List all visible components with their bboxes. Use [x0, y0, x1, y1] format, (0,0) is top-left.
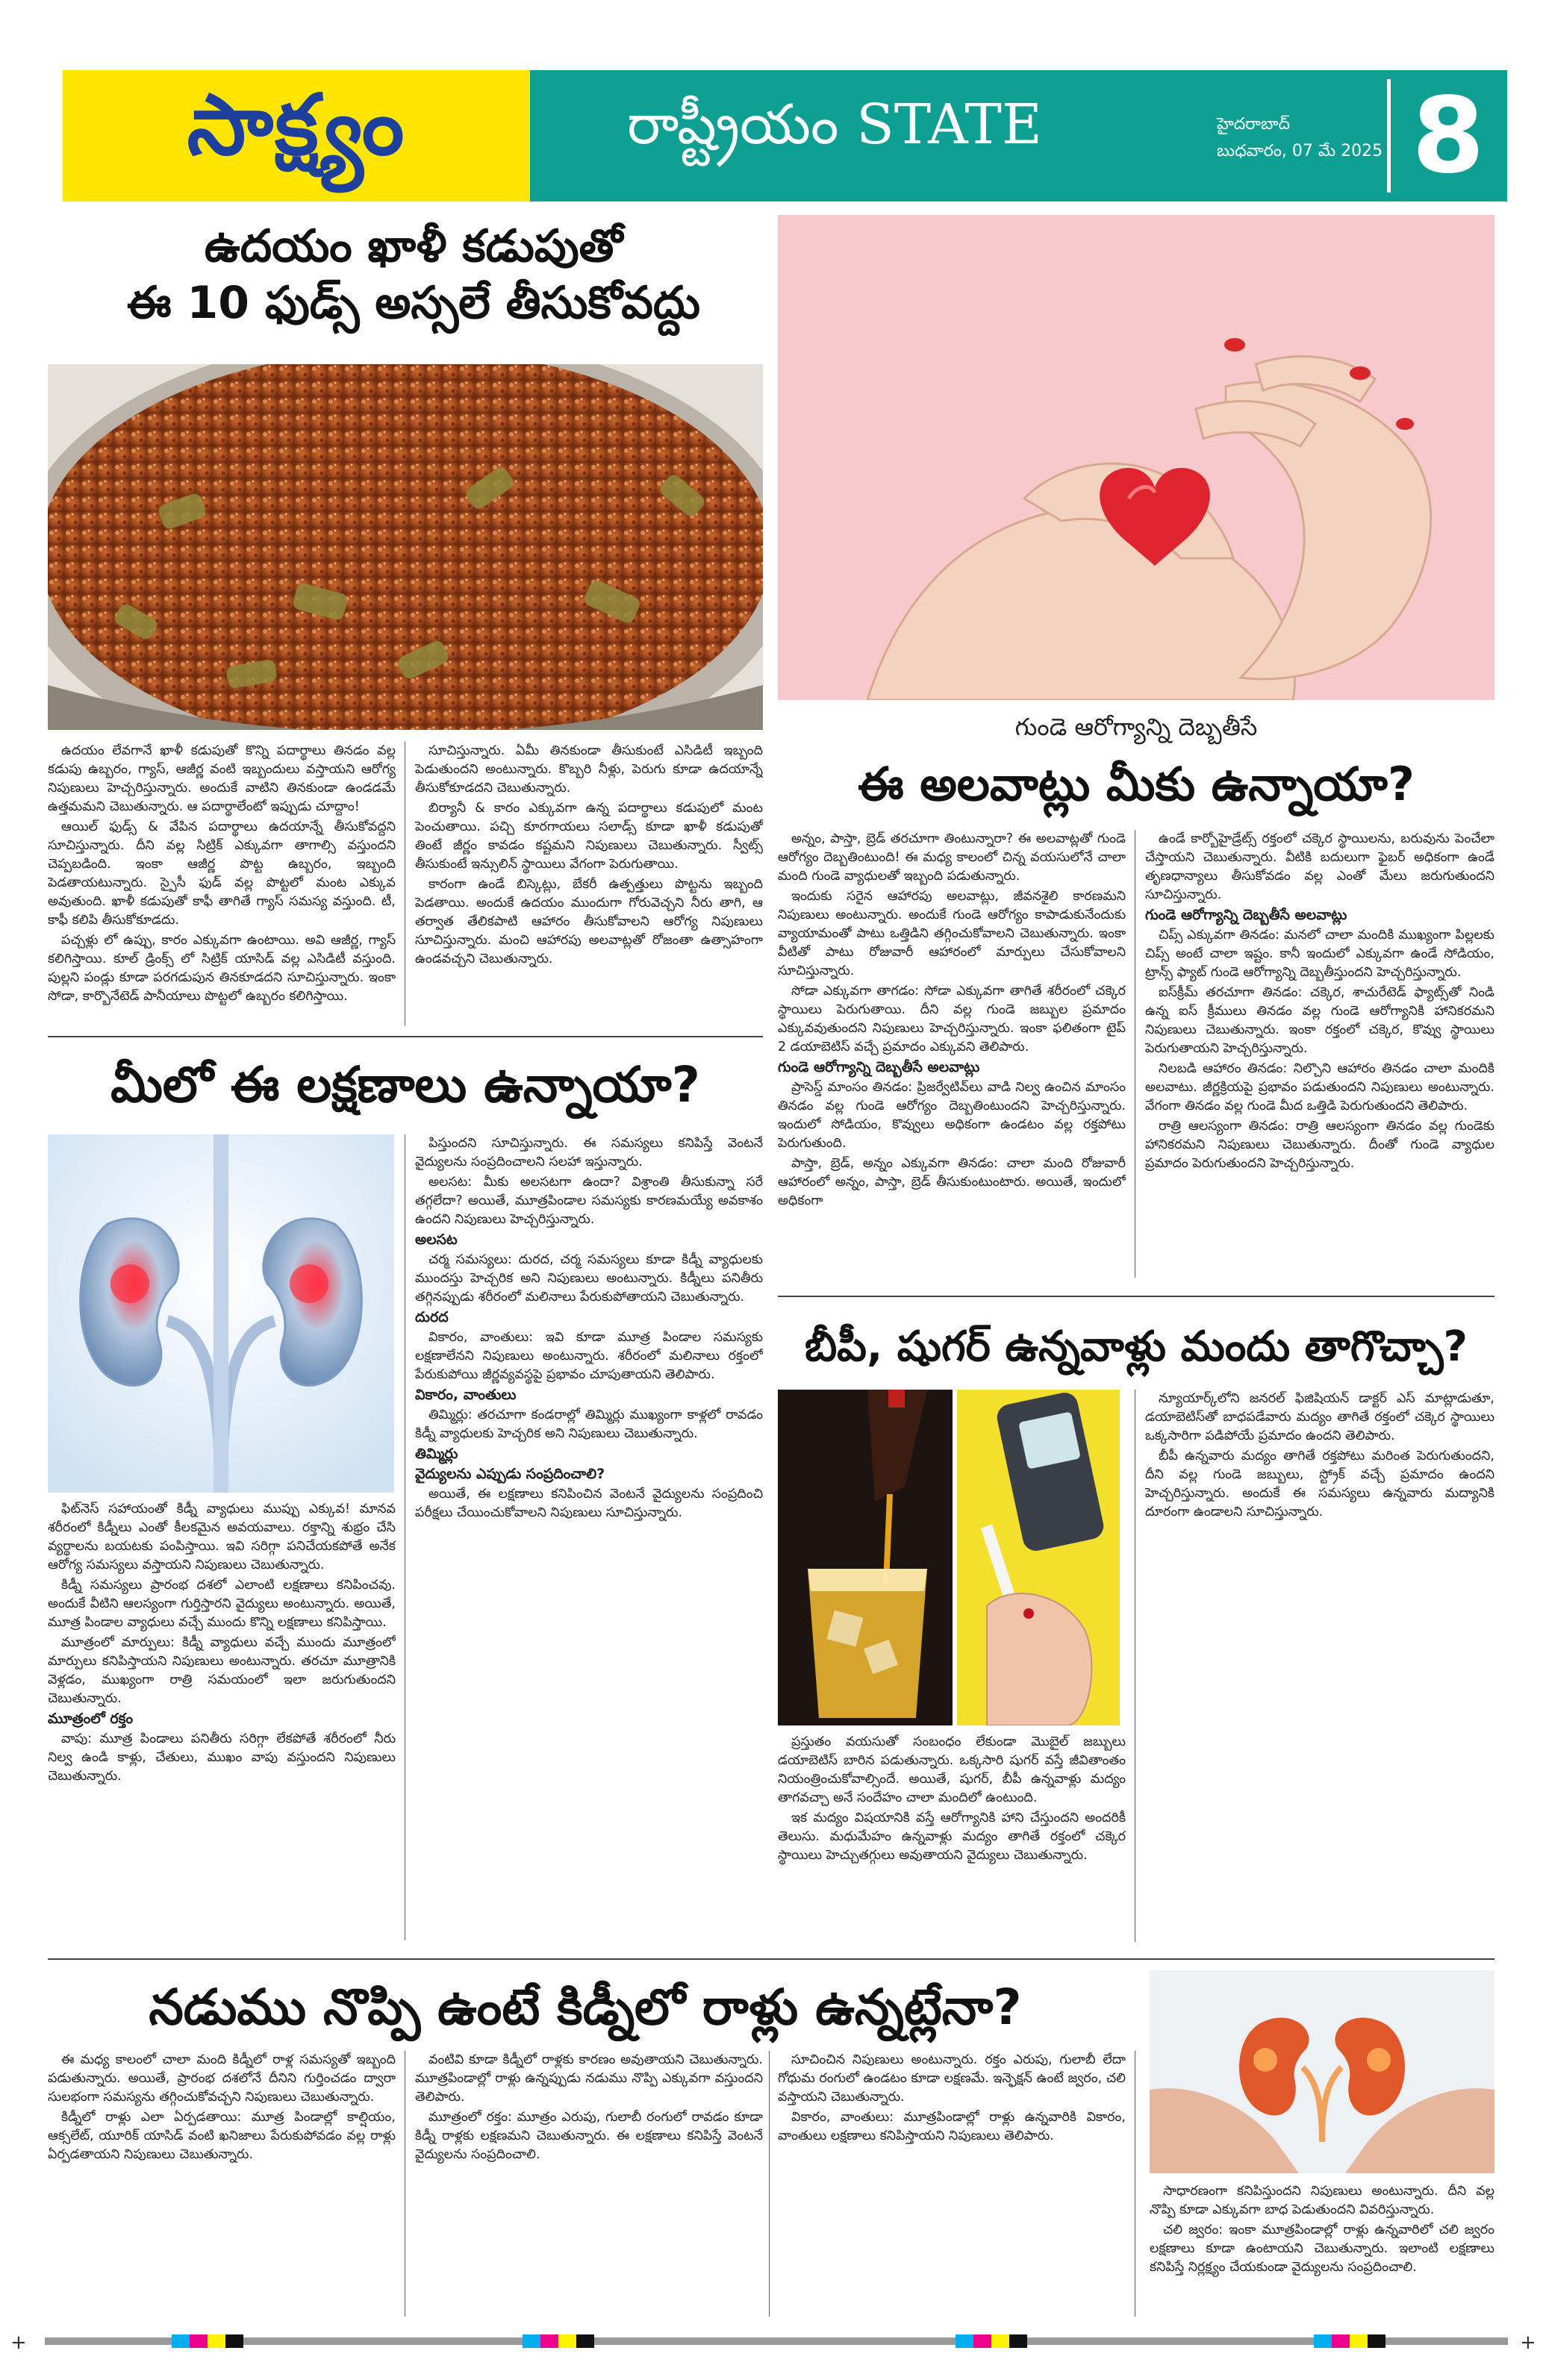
- cyan-swatch: [1314, 2334, 1332, 2348]
- article1-headline[interactable]: [63, 218, 764, 331]
- article3-col2-para: పిస్తుందని సూచిస్తున్నారు. ఈ సమస్యలు కనిపిస్తే వెంటనే వైద్యులను సంప్రదించాలని సలహా ఇస్తున్నారు.: [415, 1136, 763, 1169]
- article5-col3-para: వికారం, వాంతులు: మూత్రపిండాల్లో రాళ్లు ఉన్నవారికి వికారం, వాంతులు లక్షణాలు కనిపిస్తాయని నిపుణులు తెలిపారు.: [778, 2110, 1126, 2143]
- page-number-divider: [1387, 79, 1391, 193]
- article1-column-2: [415, 742, 763, 1033]
- article2-col1-para: అన్నం, పాస్తా, బ్రెడ్ తరచూగా తింటున్నారా? ఈ అలవాట్లతో గుండె ఆరోగ్యం దెబ్బతింటుంది! ఈ మధ్య కాలంలో చిన్న వయసులోనే చాలా మంది గుండె వ్యాధులతో ఇబ్బంది పడుతున్నారు.: [778, 831, 1126, 884]
- article4-col2-para: న్యూయార్క్‌లోని జనరల్ ఫిజిషియన్ డాక్టర్ ఎస్ మాట్లాడుతూ, డయాబెటిస్‌తో బాధపడేవారు మద్యం తాగితే రక్తంలో చక్కెర స్థాయిలు ఒక్కసారిగా పడిపోయే ప్రమాదం ఉందని తెలిపారు.: [1145, 1391, 1494, 1443]
- article2-column-1: [778, 830, 1126, 1287]
- black-swatch: [1009, 2334, 1027, 2348]
- article3-subhead: తిమ్మిర్లు: [415, 1446, 458, 1462]
- article5-col1-para: ఈ మధ్య కాలంలో చాలా మంది కిడ్నీలో రాళ్ల సమస్యతో ఇబ్బంది పడుతున్నారు. అయితే, ప్రారంభ దశలోనే దీనిని గుర్తించడం ద్వారా సులభంగా సమస్యను తగ్గించుకోవచ్చని నిపుణులు చెబుతున్నారు.: [48, 2052, 396, 2105]
- article3-headline[interactable]: మీలో ఈ లక్షణాలు ఉన్నాయా?: [110, 1056, 700, 1114]
- article3-subhead: అలసట: [415, 1231, 458, 1248]
- article2-col2-para: చిప్స్ ఎక్కువగా తినడం: మనలో చాలా మందికి ముఖ్యంగా పిల్లలకు చిప్స్ అంటే చాలా ఇష్టం. కానీ ఇందులో ఎక్కువగా ఉండే సోడియం, ట్రాన్స్ ఫ్యాట్ గుండె ఆరోగ్యాన్ని దెబ్బతీస్తుందని హెచ్చరిస్తున్నారు.: [1145, 928, 1494, 980]
- pickle-bowl-image: [48, 364, 763, 730]
- article5-column-4: [1150, 2182, 1494, 2321]
- cyan-swatch: [523, 2334, 540, 2348]
- article3-subhead: వైద్యులను ఎప్పుడు సంప్రదించాలి?: [415, 1466, 605, 1482]
- article1-col2-para: సూచిస్తున్నారు. ఏమీ తినకుండా తీసుకుంటే ఎసిడిటీ ఇబ్బంది పెడుతుందని అంటున్నారు. కొబ్బరి నీళ్లు, పెరుగు కూడా ఉదయాన్నే తీసుకోకూడదని చెబుతున్నారు.: [415, 743, 763, 796]
- article2-headline[interactable]: ఈ అలవాట్లు మీకు ఉన్నాయా?: [858, 757, 1415, 811]
- article3-col2-para: అయితే, ఈ లక్షణాలు కనిపించిన వెంటనే వైద్యులను సంప్రదించి పరీక్షలు చేయించుకోవాలని నిపుణులు సూచిస్తున్నారు.: [415, 1487, 763, 1520]
- article2-col1-para: సోడా ఎక్కువగా తాగడం: సోడా ఎక్కువగా తాగితే శరీరంలో చక్కెర స్థాయిలు పెరుగుతాయి. దీని వల్ల గుండె జబ్బుల ప్రమాదం ఎక్కువవుతుందని నిపుణులు హెచ్చరిస్తున్నారు. ఇంకా ఫలితంగా టైప్ 2 డయాబెటిస్ వచ్చే ప్రమాదం ఎక్కువని తెలిపారు.: [778, 984, 1126, 1055]
- section-banner: [530, 70, 1507, 202]
- article3-col1-para: ఫిట్‌నెస్ సహాయంతో కిడ్నీ వ్యాధులు ముప్పు ఎక్కువ! మానవ శరీరంలో కిడ్నీలు ఎంతో కీలకమైన అవయవాలు. రక్తాన్ని శుభ్రం చేసి వ్యర్థాలను బయటకు పంపిస్తాయి. ఇవి సరిగ్గా పనిచేయకపోతే అనేక ఆరోగ్య సమస్యలు వస్తాయని నిపుణులు చెబుతున్నారు.: [48, 1502, 396, 1572]
- section-divider: [48, 1958, 1494, 1960]
- glucose-meter-illustration: [957, 1390, 1120, 1725]
- black-swatch: [576, 2334, 594, 2348]
- dateline-date: బుధవారం, 07 మే 2025: [1217, 142, 1383, 160]
- article5-col2-para: వంటివి కూడా కిడ్నీలో రాళ్లకు కారణం అవుతాయని చెబుతున్నారు. మూత్రపిండాల్లో రాళ్లు ఉన్నప్పుడు నడుము నొప్పి ఎక్కువగా వస్తుందని తెలిపారు.: [415, 2052, 763, 2105]
- magenta-swatch: [540, 2334, 558, 2348]
- article2-column-2: [1145, 830, 1494, 1287]
- article4-column-2: [1145, 1390, 1494, 1948]
- registration-strip: [45, 2337, 1508, 2345]
- article3-col2-para: చర్మ సమస్యలు: దురద, చర్మ సమస్యలు కూడా కిడ్నీ వ్యాధులకు ముందస్తు హెచ్చరిక అని నిపుణులు అంటున్నారు. కిడ్నీలు పనితీరు తగ్గినప్పుడు శరీరంలో మలినాలు పేరుకుపోతాయని చెబుతున్నారు.: [415, 1252, 763, 1305]
- yellow-swatch: [208, 2334, 225, 2348]
- section-divider: [778, 1296, 1494, 1297]
- article1-col1-para: ఆయిల్ ఫుడ్స్ & వేపిన పదార్థాలు ఉదయాన్నే తీసుకోవద్దని సూచిస్తున్నారు. దీని వల్ల సిట్రిక్ ఎక్కువగా తాగాల్సి వస్తుందని చెప్పబడింది. ఇంకా ఆజీర్ణ పొట్ట ఉబ్బరం, ఇబ్బంది పెడతాయటున్నారు. స్పైసీ ఫుడ్ వల్ల పొట్టలో మంట ఎక్కువ అవుతుంది. ఖాళీ కడుపుతో కాఫీ తాగితే గ్యాస్ సమస్య వస్తుంది. టీ, కాఫీ కలిపి తీసుకోకూడదు.: [48, 819, 396, 928]
- masthead: [63, 70, 1507, 202]
- newspaper-logo[interactable]: సాక్ష్యం: [187, 77, 406, 174]
- article3-col2-para: అలసట: మీకు అలసటగా ఉందా? విశ్రాంతి తీసుకున్నా సరే తగ్గలేదా? అయితే, మూత్రపిండాల సమస్యకు కారణమయ్యే అవకాశం ఉందని నిపుణులు హెచ్చరిస్తున్నారు.: [415, 1175, 763, 1227]
- pouring-drink-image: [778, 1390, 953, 1725]
- article5-column-1: [48, 2051, 396, 2321]
- yellow-swatch: [558, 2334, 576, 2348]
- article1-col2-para: బిర్యానీ & కారం ఎక్కువగా ఉన్న పదార్థాలు కడుపులో మంట పెంచుతాయి. పచ్చి కూరగాయలు సలాడ్స్ కూడా ఖాళీ కడుపుతో తింటే జీర్ణం కావడం కష్టమని నిపుణులు చెబుతున్నారు. స్వీట్స్ తీసుకుంటే ఇన్సులిన్ స్థాయిలు వేగంగా పెరుగుతాయి.: [415, 801, 763, 872]
- article1-headline-line2: ఈ 10 ఫుడ్స్ అస్సలే తీసుకోవద్దు: [126, 277, 701, 329]
- hands-heart-illustration: [778, 215, 1494, 700]
- registration-mark-icon: +: [1520, 2331, 1536, 2354]
- column-divider: [769, 2051, 770, 2317]
- glucose-meter-image: [957, 1390, 1120, 1725]
- cyan-swatch: [956, 2334, 973, 2348]
- article1-col1-para: ఉదయం లేవగానే ఖాళీ కడుపుతో కొన్ని పదార్థాలు తినడం వల్ల కడుపు ఉబ్బరం, గ్యాస్, ఆజీర్ణ వంటి ఇబ్బందులు వస్తాయని ఆరోగ్య నిపుణులు హెచ్చరిస్తున్నారు. అందుకే వాటిని తినకుండా ఉండడమే ఉత్తమమని చెబుతున్నారు. ఆ పదార్థాలేంటో ఇప్పుడు చూద్దాం!: [48, 743, 396, 814]
- article2-col2-para: ఉండే కార్బోహైడ్రేట్స్ రక్తంలో చక్కెర స్థాయిలను, బరువును పెంచేలా చేస్తాయని చెబుతున్నారు. వీటికి బదులుగా ఫైబర్ అధికంగా ఉండే తృణధాన్యాలు తీసుకోవడం వల్ల ఎంతో మేలు జరుగుతుందని సూచిస్తున్నారు.: [1145, 831, 1494, 902]
- magenta-swatch: [1332, 2334, 1350, 2348]
- article3-column-2: [415, 1134, 763, 1948]
- article5-col4-para: చలి జ్వరం: ఇంకా మూత్రపిండాల్లో రాళ్లు ఉన్నవారిలో చలి జ్వరం లక్షణాలు కూడా ఉంటాయని చెబుతున్నారు. ఇలాంటి లక్షణాలు కనిపిస్తే నిర్లక్ష్యం చేయకుండా వైద్యులను సంప్రదించాలి.: [1150, 2223, 1494, 2275]
- magenta-swatch: [190, 2334, 208, 2348]
- kidneys-illustration-image: [48, 1134, 394, 1493]
- kidneys-illustration: [48, 1134, 394, 1493]
- section-title: రాష్ట్రీయం STATE: [627, 93, 1042, 157]
- article3-column-1: [48, 1500, 396, 1948]
- article3-subhead: దురద: [415, 1309, 449, 1325]
- article2-subhead: గుండె ఆరోగ్యాన్ని దెబ్బతీసే అలవాట్లు: [1145, 907, 1347, 923]
- article1-col2-para: కారంగా ఉండే బిస్కెట్లు, బేకరీ ఉత్పత్తులు పొట్టను ఇబ్బంది పెడతాయి. అందుకే ఉదయం ముందుగా గోరువెచ్చని నీరు తాగి, ఆ తర్వాత తేలికపాటి ఆహారం తీసుకోవాలని ఆరోగ్య నిపుణులు సూచిస్తున్నారు. మంచి ఆహారపు అలవాట్లతో రోజంతా ఉత్సాహంగా ఉండవచ్చని చెబుతున్నారు.: [415, 877, 763, 966]
- magenta-swatch: [973, 2334, 991, 2348]
- logo-box: [63, 70, 530, 202]
- article2-col1-para: ఇందుకు సరైన ఆహారపు అలవాట్లు, జీవనశైలి కారణమని నిపుణులు అంటున్నారు. అందుకే గుండె ఆరోగ్యం కాపాడుకునేందుకు వ్యాయామంతో పాటు ఒత్తిడిని తగ్గించుకోవాలని చెబుతున్నారు. ఇంకా వీటితో పాటు రోజువారీ ఆహారంలో మార్పులు చేసుకోవాలని సూచిస్తున్నారు.: [778, 889, 1126, 978]
- article3-col1-para: వాపు: మూత్ర పిండాలు పనితీరు సరిగ్గా లేకపోతే శరీరంలో నీరు నిల్వ ఉండి కాళ్లు, చేతులు, ముఖం వాపు వస్తుందని నిపుణులు చెబుతున్నారు.: [48, 1731, 396, 1784]
- pouring-drink-illustration: [778, 1390, 953, 1725]
- article4-headline[interactable]: బీపీ, షుగర్ ఉన్నవాళ్లు మందు తాగొచ్చా?: [804, 1322, 1468, 1371]
- article2-kicker: గుండె ఆరోగ్యాన్ని దెబ్బతీసే: [1014, 713, 1258, 741]
- article4-col1-para: ఇక మద్యం విషయానికి వస్తే ఆరోగ్యానికి హాని చేస్తుందని అందరికీ తెలుసు. మధుమేహం ఉన్నవాళ్లు మద్యం తాగితే రక్తంలో చక్కెర స్థాయిలు హెచ్చుతగ్గులు అవుతాయని వైద్యులు చెబుతున్నారు.: [778, 1811, 1126, 1863]
- article3-subhead: వికారం, వాంతులు: [415, 1387, 517, 1403]
- article3-subhead: మూత్రంలో రక్తం: [48, 1711, 134, 1727]
- article5-column-3: [778, 2051, 1126, 2321]
- article3-col2-para: వికారం, వాంతులు: ఇవి కూడా మూత్ర పిండాల సమస్యకు లక్షణాలేనని నిపుణులు అంటున్నారు. శరీరంలో మలినాలు రక్తంలో పేరుకుపోయి జీర్ణవ్యవస్థపై ప్రభావం చూపుతాయని తెలిపారు.: [415, 1330, 763, 1382]
- article3-col1-para: కిడ్నీ సమస్యలు ప్రారంభ దశలో ఎలాంటి లక్షణాలు కనిపించవు. అందుకే వీటిని ఆలస్యంగా గుర్తిస్తారని వైద్యులు అంటున్నారు. అయితే, మూత్ర పిండాల వ్యాధులు వచ్చే ముందు కొన్ని లక్షణాలు కనిపిస్తాయి.: [48, 1578, 396, 1630]
- article5-headline[interactable]: నడుము నొప్పి ఉంటే కిడ్నీలో రాళ్లు ఉన్నట్లేనా?: [149, 1978, 1022, 2036]
- article4-column-1: [778, 1733, 1126, 1948]
- article1-col1-para: పచ్చళ్లు లో ఉప్పు, కారం ఎక్కువగా ఉంటాయి. అవి ఆజీర్ణ, గ్యాస్ కలిగిస్తాయి. కూల్ డ్రింక్స్ లో సిట్రిక్ యాసిడ్ వల్ల ఎసిడిటీ వస్తుంది. పుల్లని పండ్లు కూడా పరగడుపున తినకూడదని సూచిస్తున్నారు. ఇంకా సోడా, కార్బొనేటెడ్ పానీయాలు పొట్టలో ఉబ్బరం కలిగిస్తాయి.: [48, 933, 396, 1004]
- article4-col1-para: ప్రస్తుతం వయసుతో సంబంధం లేకుండా మొబైల్ జబ్బులు డయాబెటిస్ బారిన పడుతున్నారు. ఒక్కసారి షుగర్ వస్తే జీవితాంతం నియంత్రించుకోవాల్సిందే. అయితే, షుగర్, బీపీ ఉన్నవాళ్లు మద్యం తాగవచ్చా అనే సందేహం చాలా మందిలో ఉంటుంది.: [778, 1734, 1126, 1805]
- cyan-swatch: [172, 2334, 190, 2348]
- dateline-city: హైదరాబాద్: [1217, 115, 1290, 134]
- article5-col3-para: సూచించిన నిపుణులు అంటున్నారు. రక్తం ఎరుపు, గులాబీ లేదా గోధుమ రంగులో ఉండటం కూడా లక్షణమే. ఇన్ఫెక్షన్ ఉంటే జ్వరం, చలి వస్తాయని చెబుతున్నారు.: [778, 2052, 1126, 2105]
- yellow-swatch: [991, 2334, 1009, 2348]
- article3-col1-para: మూత్రంలో మార్పులు: కిడ్నీ వ్యాధులు వచ్చే ముందు మూత్రంలో మార్పులు కనిపిస్తాయని నిపుణులు అంటున్నారు. తరచూ మూత్రానికి వెళ్లడం, ముఖ్యంగా రాత్రి సమయంలో ఇలా జరుగుతుందని చెబుతున్నారు.: [48, 1635, 396, 1706]
- hands-kidneys-illustration: [1150, 1970, 1494, 2173]
- hands-holding-heart-image: [778, 215, 1494, 700]
- article2-subhead: గుండె ఆరోగ్యాన్ని దెబ్బతీసే అలవాట్లు: [778, 1059, 980, 1075]
- article5-col1-para: కిడ్నీలో రాళ్లు ఎలా ఏర్పడతాయి: మూత్ర పిండాల్లో కాల్షియం, ఆక్సలేట్, యూరిక్ యాసిడ్ వంటి ఖనిజాలు పేరుకుపోవడం వల్ల రాళ్లు ఏర్పడతాయని నిపుణులు చెబుతున్నారు.: [48, 2110, 396, 2162]
- black-swatch: [1368, 2334, 1385, 2348]
- article5-col4-para: సాధారణంగా కనిపిస్తుందని నిపుణులు అంటున్నారు. దీని వల్ల నొప్పి కూడా ఎక్కువగా బాధ పెడుతుందని వివరిస్తున్నారు.: [1150, 2184, 1494, 2217]
- pickle-bowl-illustration: [48, 364, 763, 730]
- article1-column-1: [48, 742, 396, 1033]
- article5-column-2: [415, 2051, 763, 2321]
- article2-col1-para: పాస్తా, బ్రెడ్, అన్నం ఎక్కువగా తినడం: చాలా మంది రోజువారీ ఆహారంలో అన్నం, పాస్తా, బ్రెడ్ తీసుకుంటుంటారు. అయితే, ఇందులో అధికంగా: [778, 1156, 1126, 1208]
- article2-col2-para: నిలబడి ఆహారం తినడం: నిల్చొని ఆహారం తినడం చాలా మందికి అలవాటు. జీర్ణక్రియపై ప్రభావం పడుతుందని నిపుణులు అంటున్నారు. వేగంగా తినడం వల్ల గుండె మీద ఒత్తిడి పెరుగుతుందని తెలిపారు.: [1145, 1061, 1494, 1114]
- registration-mark-icon: +: [10, 2331, 27, 2354]
- page-number: 8: [1412, 75, 1485, 197]
- article3-col2-para: తిమ్మిర్లు: తరచూగా కండరాల్లో తిమ్మిర్లు ముఖ్యంగా కాళ్లలో రావడం కిడ్నీ వ్యాధులకు హెచ్చరిక అని నిపుణులు చెబుతున్నారు.: [415, 1408, 763, 1441]
- article5-col2-para: మూత్రంలో రక్తం: మూత్రం ఎరుపు, గులాబీ రంగులో రావడం కూడా కిడ్నీ రాళ్లకు లక్షణమని చెబుతున్నారు. ఈ లక్షణాలు కనిపిస్తే వెంటనే వైద్యులను సంప్రదించాలి.: [415, 2110, 763, 2162]
- yellow-swatch: [1350, 2334, 1368, 2348]
- article2-col2-para: ఐస్‌క్రీమ్ తరచూగా తినడం: చక్కెర, శాచురేటెడ్ ఫ్యాట్స్‌తో నిండి ఉన్న ఐస్ క్రీములు తినడం వల్ల గుండె ఆరోగ్యానికి హానికరమని నిపుణులు చెబుతున్నారు. ఇంకా రక్తంలో చక్కెర, కొవ్వు స్థాయిలు పెరుగుతాయని హెచ్చరిస్తున్నారు.: [1145, 985, 1494, 1056]
- article4-col2-para: బీపీ ఉన్నవారు మద్యం తాగితే రక్తపోటు మరింత పెరుగుతుందని, దీని వల్ల గుండె జబ్బులు, స్ట్రోక్ వచ్చే ప్రమాదం ఉందని హెచ్చరిస్తున్నారు. అందుకే ఈ సమస్యలు ఉన్నవారు మద్యానికి దూరంగా ఉండాలని సూచిస్తున్నారు.: [1145, 1449, 1494, 1519]
- hands-holding-kidneys-image: [1150, 1970, 1494, 2173]
- article1-headline-line1: ఉదయం ఖాళీ కడుపుతో: [204, 220, 623, 272]
- section-divider: [48, 1036, 763, 1037]
- article2-col1-para: ప్రాసెస్డ్ మాంసం తినడం: ప్రిజర్వేటివ్‌లు వాడి నిల్వ ఉంచిన మాంసం తినడం వల్ల గుండె ఆరోగ్యం దెబ్బతింటుందని హెచ్చరిస్తున్నారు. ఇందులో సోడియం, కొవ్వులు అధికంగా ఉండటం వల్ల రక్తపోటు పెరుగుతుంది.: [778, 1080, 1126, 1151]
- black-swatch: [225, 2334, 243, 2348]
- article2-col2-para: రాత్రి ఆలస్యంగా తినడం: రాత్రి ఆలస్యంగా తినడం వల్ల గుండెకు హానికరమని నిపుణులు చెబుతున్నారు. దీంతో గుండె వ్యాధుల ప్రమాదం పెరుగుతుందని హెచ్చరిస్తున్నారు.: [1145, 1119, 1494, 1171]
